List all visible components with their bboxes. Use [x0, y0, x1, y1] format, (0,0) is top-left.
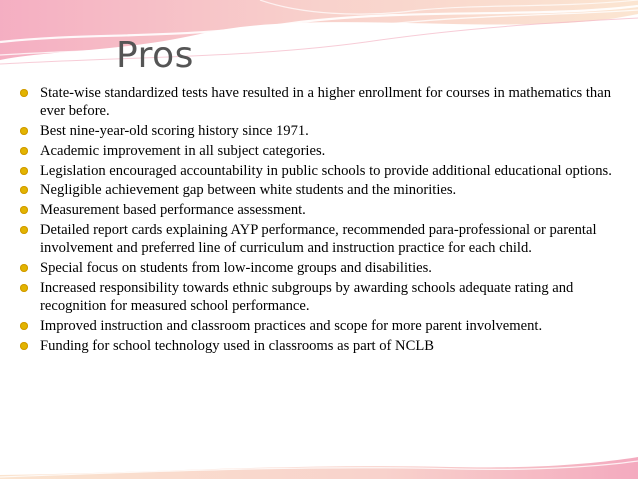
- bullet-dot-icon: [20, 322, 28, 330]
- bullet-text: Academic improvement in all subject categories.: [40, 142, 326, 159]
- bullet-item: [18, 221, 618, 258]
- bullet-item: [18, 181, 618, 199]
- bullet-item: [18, 279, 618, 316]
- bullet-dot-icon: [20, 186, 28, 194]
- bullet-list: [18, 84, 618, 357]
- bullet-dot-icon: [20, 342, 28, 350]
- bullet-text: Increased responsibility towards ethnic subgroups by awarding schools adequate rating and recognition for measured school performance.: [40, 279, 574, 315]
- bullet-text: Legislation encouraged accountability in public schools to provide additional educational options.: [40, 162, 612, 179]
- bullet-item: [18, 259, 618, 277]
- bullet-item: [18, 84, 618, 121]
- bullet-item: [18, 201, 618, 219]
- slide-title: Pros: [116, 35, 194, 76]
- bullet-dot-icon: [20, 127, 28, 135]
- bullet-dot-icon: [20, 284, 28, 292]
- bullet-item: [18, 142, 618, 160]
- bullet-item: [18, 122, 618, 140]
- bullet-dot-icon: [20, 226, 28, 234]
- bottom-decorative-band: [0, 449, 638, 479]
- top-decorative-band: [0, 0, 638, 76]
- bullet-dot-icon: [20, 264, 28, 272]
- bullet-item: [18, 337, 618, 355]
- bullet-text: Negligible achievement gap between white students and the minorities.: [40, 182, 457, 199]
- bullet-text: Funding for school technology used in classrooms as part of NCLB: [40, 337, 434, 354]
- bullet-item: [18, 317, 618, 335]
- bullet-dot-icon: [20, 89, 28, 97]
- bullet-text: Special focus on students from low-income groups and disabilities.: [40, 260, 432, 277]
- bullet-text: Improved instruction and classroom practices and scope for more parent involvement.: [40, 318, 543, 335]
- bullet-dot-icon: [20, 206, 28, 214]
- bullet-item: [18, 162, 618, 180]
- bullet-text: Best nine-year-old scoring history since 1971.: [40, 123, 309, 140]
- bullet-dot-icon: [20, 147, 28, 155]
- bullet-text: State-wise standardized tests have resulted in a higher enrollment for courses in mathematics than ever before.: [40, 85, 612, 120]
- bullet-text: Detailed report cards explaining AYP performance, recommended para-professional or parental involvement and preferred line of curriculum and instruction practice for each child.: [40, 222, 597, 257]
- bullet-dot-icon: [20, 167, 28, 175]
- bullet-text: Measurement based performance assessment.: [40, 202, 306, 219]
